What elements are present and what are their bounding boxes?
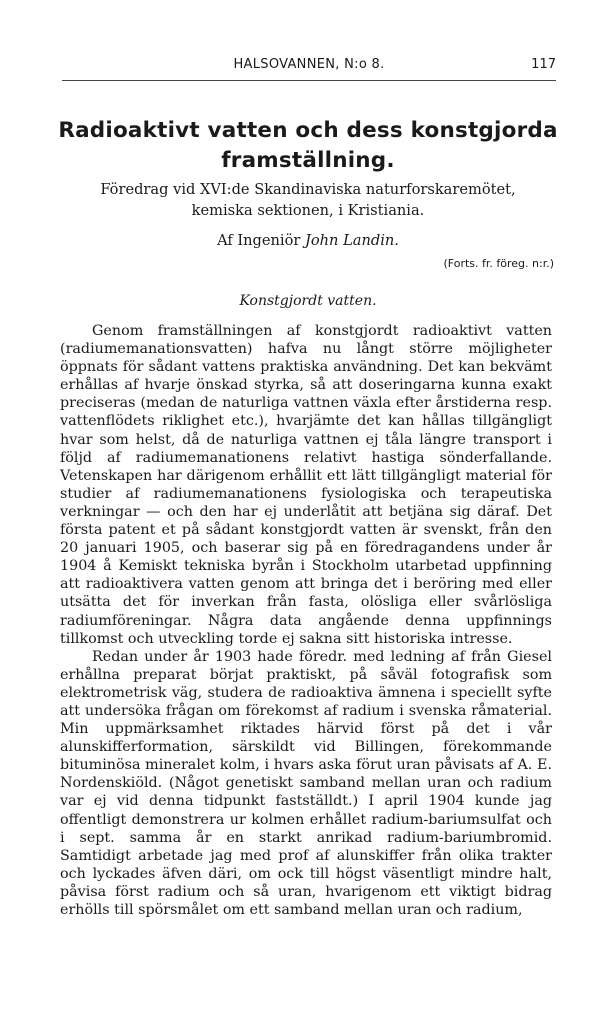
section-heading: Konstgjordt vatten. <box>239 293 377 309</box>
running-header <box>62 54 556 81</box>
article-title: Radioaktivt vatten och dess konstgjorda framställning. <box>58 118 558 173</box>
article-subtitle: Föredrag vid XVI:de Skandinaviska naturforskaremötet, <box>100 181 516 198</box>
author-prefix: Af Ingeniör <box>217 232 301 249</box>
continued-note: (Forts. fr. föreg. n:r.) <box>443 257 554 270</box>
author-line <box>40 231 576 251</box>
article-body <box>60 322 552 919</box>
paragraph-2: Redan under år 1903 hade föredr. med ledning af från Giesel erhållna preparat börjat praktiskt, på såväl fotografisk som elektrometrisk väg, studera de radioaktiva ämnena i speciellt syfte att undersöka frågan om förekomst af radium i svenska råmaterial. Min uppmärksamhet riktades härvid först på det i vår alunskifferformation, särskildt vid Billingen, förekommande bituminösa mineralet kolm, i hvars aska förut uran påvisats af A. E. Nordenskiöld. (Något genetiskt samband mellan uran och radium var ej vid denna tidpunkt fastställdt.) I april 1904 kunde jag offentligt demonstrera ur kolmen erhållet radium-bariumsulfat och i sept. samma år en starkt anrikad radium-bariumbromid. Samtidigt arbetade jag med prof af alunskiffer från olika trakter och lyckades äfven däri, om ock till högst väsentligt mindre halt, påvisa först radium och så uran, hvarigenom ett viktigt bidrag erhölls till spörsmålet om ett samband mellan uran och radium, <box>60 648 552 918</box>
article-section: kemiska sektionen, i Kristiania. <box>191 202 425 219</box>
paragraph-1: Genom framställningen af konstgjordt radioaktivt vatten (radiumemanationsvatten) hafva nu långt större möjligheter öppnats för sådant vattens praktiska användning. Det kan bekvämt erhållas af hvarje önskad styrka, så att doseringarna kunna exakt preciseras (medan de naturliga vattnen växla efter årstiderna resp. vattenflödets riklighet etc.), hvarjämte det kan hållas tillgängligt hvar som helst, då de naturliga vattnen ej tåla längre transport i följd af radiumemanationens relativt hastiga sönderfallande. Vetenskapen har därigenom erhållit ett lätt tillgängligt material för studier af radiumemanationens fysiologiska och terapeutiska verkningar — och den har ej underlåtit att betjäna sig däraf. Det första patent et på sådant konstgjordt vatten är svenskt, från den 20 januari 1905, och baserar sig på en föredragandens under år 1904 å Kemiskt tekniska byrån i Stockholm utarbetad uppfinning att radioaktivera vatten genom att bringa det i beröring med eller utsätta det för inverkan från fasta, olösliga eller svårlösliga radiumföreningar. Några data angående denna uppfinnings tillkomst och utveckling torde ej sakna sitt historiska intresse. <box>60 323 552 647</box>
author-name: John Landin. <box>305 232 399 249</box>
page-number: 117 <box>531 57 556 72</box>
running-title: HALSOVANNEN, N:o 8. <box>233 57 385 72</box>
